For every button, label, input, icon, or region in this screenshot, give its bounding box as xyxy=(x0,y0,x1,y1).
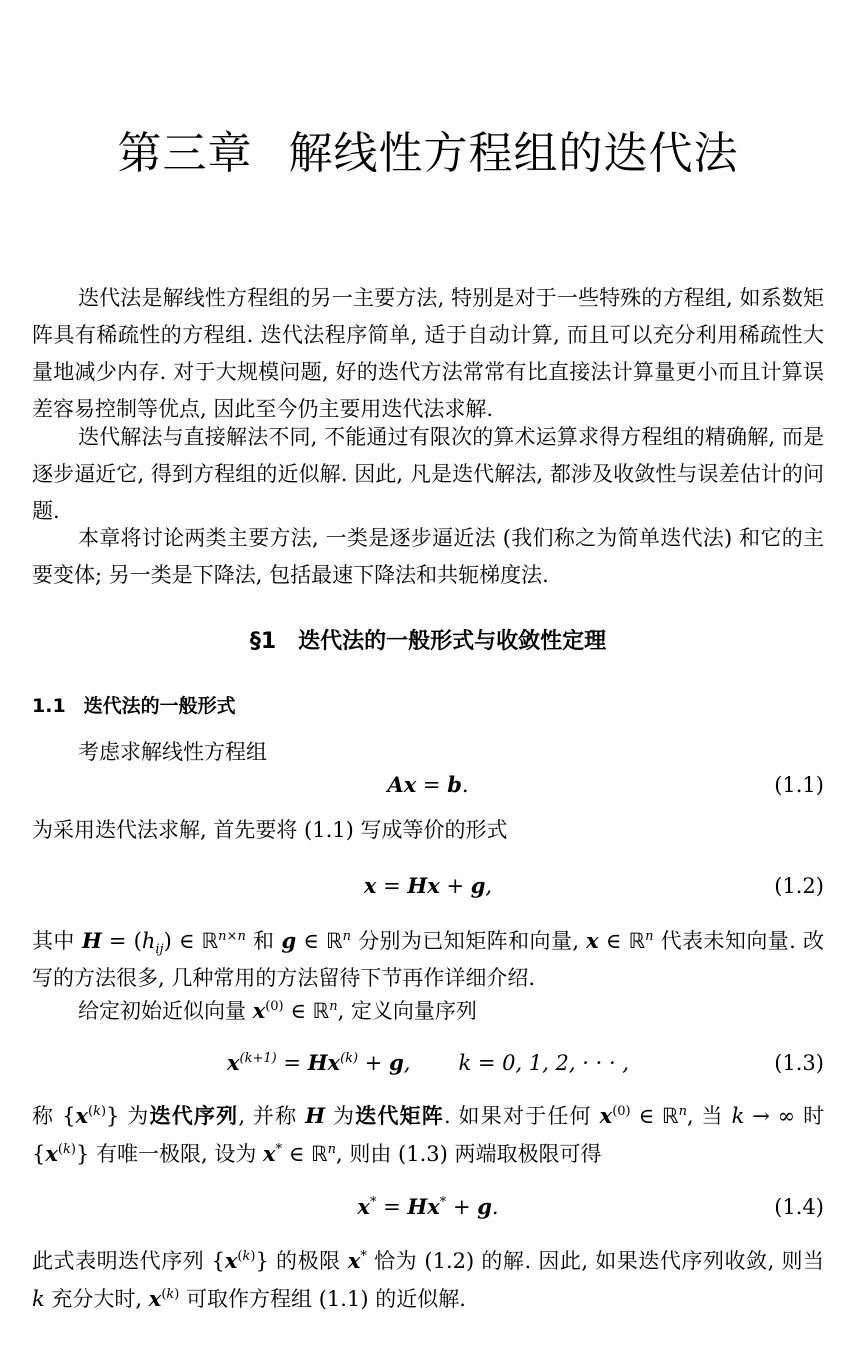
equation-1-3-number: (1.3) xyxy=(774,1051,824,1075)
paragraph-rewrite: 为采用迭代法求解, 首先要将 (1.1) 写成等价的形式 xyxy=(32,818,508,842)
intro-paragraph-2: 迭代解法与直接解法不同, 不能通过有限次的算术运算求得方程组的精确解, 而是逐步逼近它, 得到方程组的近似解. 因此, 凡是迭代解法, 都涉及收敛性与误差估计的问题. xyxy=(32,425,824,523)
section-heading xyxy=(0,624,856,660)
equation-1-2 xyxy=(32,868,824,904)
paragraph-where: 其中 $H = (h_{ij})$ ∈ ℝ$^{n\times n}$ 和 g ∈ ℝ$^n$ 分别为已知矩阵和向量, x ∈ ℝ$^n$ 代表未知向量. 改写的方法很多, 几种常用的方法留待下节再作详细介绍. xyxy=(32,928,824,990)
equation-1-2-expression: x = Hx + g, xyxy=(363,873,493,898)
equation-1-3 xyxy=(32,1045,824,1081)
equation-1-4-expression: x* = Hx* + g. xyxy=(357,1194,499,1219)
subsection-number: 1.1 xyxy=(32,695,66,717)
section-number: §1 xyxy=(249,629,277,654)
intro-paragraph-3: 本章将讨论两类主要方法, 一类是逐步逼近法 (我们称之为简单迭代法) 和它的主要变体; 另一类是下降法, 包括最速下降法和共轭梯度法. xyxy=(32,526,824,587)
equation-1-1-expression: Ax = b. xyxy=(387,772,469,797)
term-iteration-sequence: 迭代序列 xyxy=(149,1104,239,1128)
equation-1-1-number: (1.1) xyxy=(774,773,824,797)
paragraph-given: 给定初始近似向量 $x^{(0)}$ ∈ ℝ$^n$, 定义向量序列 xyxy=(78,998,477,1023)
paragraph-consider: 考虑求解线性方程组 xyxy=(78,740,267,764)
paragraph-conclusion: 此式表明迭代序列 $\{x^{(k)}\}$ 的极限 x* 恰为 (1.2) 的解. 因此, 如果迭代序列收敛, 则当 k 充分大时, $x^{(k)}$ 可取作方程组 (1.1) 的近似解. xyxy=(32,1248,824,1311)
subsection-title-text: 迭代法的一般形式 xyxy=(83,695,236,717)
chapter-name: 解线性方程组的迭代法 xyxy=(288,128,739,179)
intro-paragraph-1: 迭代法是解线性方程组的另一主要方法, 特别是对于一些特殊的方程组, 如系数矩阵具有稀疏性的方程组. 迭代法程序简单, 适于自动计算, 而且可以充分利用稀疏性大量地减少内存. 对于大规模问题, 好的迭代方法常常有比直接法计算量更小而且计算误差容易控制等优点, 因此至今仍主要用迭代法求解. xyxy=(32,286,824,421)
chapter-number: 第三章 xyxy=(117,128,253,179)
paragraph-iteration-definition: 称 $\{x^{(k)}\}$ 为迭代序列, 并称 H 为迭代矩阵. 如果对于任何 $x^{(0)}$ ∈ ℝ$^n$, 当 k → ∞ 时 $\{x^{(k)}\}$ 有唯一极限, 设为 x* ∈ ℝ$^n$, 则由 (1.3) 两端取极限可得 xyxy=(32,1103,825,1166)
equation-1-2-number: (1.2) xyxy=(774,874,824,898)
equation-1-4 xyxy=(32,1189,824,1225)
equation-1-4-number: (1.4) xyxy=(774,1195,824,1219)
equation-1-3-expression: $x^{(k+1)} = Hx^{(k)} + g$, k = 0, 1, 2, · · · , xyxy=(227,1050,629,1075)
term-iteration-matrix: 迭代矩阵 xyxy=(355,1104,444,1128)
chapter-title xyxy=(0,124,856,184)
equation-1-1 xyxy=(32,767,824,803)
section-title-text: 迭代法的一般形式与收敛性定理 xyxy=(298,629,607,654)
subsection-heading xyxy=(32,690,236,722)
